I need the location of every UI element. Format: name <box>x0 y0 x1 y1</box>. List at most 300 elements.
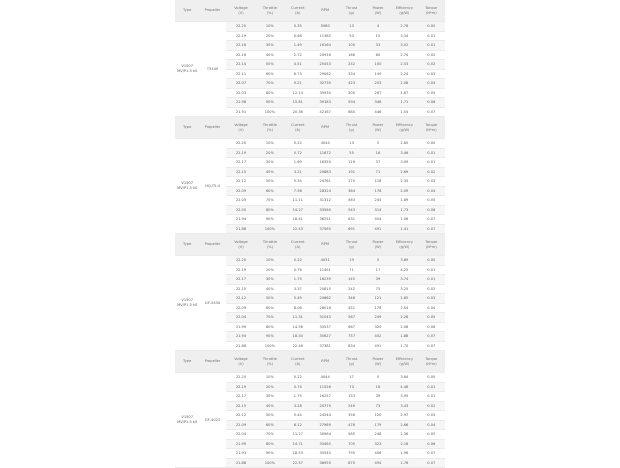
motor-type-cell: V1507 MV/P1.5 kS <box>175 139 199 234</box>
voltage-cell: 22.20 <box>226 22 256 32</box>
power-cell: 39 <box>365 392 391 402</box>
header-current: Current (A) <box>284 234 312 256</box>
power-cell: 121 <box>365 294 391 304</box>
power-cell: 118 <box>365 177 391 187</box>
rpm-cell: 36955 <box>312 458 338 468</box>
spec-sheet <box>175 0 445 468</box>
throttle-cell: 40% <box>256 50 283 60</box>
throttle-cell: 90% <box>256 449 283 459</box>
current-cell: 11.31 <box>284 313 312 323</box>
current-cell: 22.57 <box>284 458 312 468</box>
voltage-cell: 22.15 <box>226 401 256 411</box>
header-thrust: Thrust (g) <box>338 234 364 256</box>
efficiency-cell: 2.18 <box>391 439 417 449</box>
motor-type-cell: V1507 MV/P1.5 kS <box>175 256 199 351</box>
torque-cell: 0.01 <box>418 158 445 168</box>
power-cell: 178 <box>365 303 391 313</box>
thrust-cell: 19 <box>338 256 364 266</box>
efficiency-cell: 2.24 <box>391 69 417 79</box>
power-cell: 39 <box>365 275 391 285</box>
thrust-cell: 116 <box>338 158 364 168</box>
voltage-cell: 22.04 <box>226 313 256 323</box>
header-efficiency: Efficiency (g/W) <box>391 351 417 373</box>
throttle-cell: 50% <box>256 411 283 421</box>
efficiency-cell: 1.89 <box>391 196 417 206</box>
throttle-cell: 60% <box>256 69 283 79</box>
voltage-cell: 22.20 <box>226 256 256 266</box>
throttle-cell: 10% <box>256 256 283 266</box>
throttle-cell: 40% <box>256 401 283 411</box>
voltage-cell: 22.14 <box>226 60 256 70</box>
thrust-cell: 71 <box>338 265 364 275</box>
voltage-cell: 22.19 <box>226 265 256 275</box>
header-current: Current (A) <box>284 117 312 139</box>
torque-cell: 0.07 <box>418 458 445 468</box>
current-cell: 0.35 <box>284 22 312 32</box>
throttle-cell: 80% <box>256 439 283 449</box>
torque-cell: 0.05 <box>418 88 445 98</box>
header-current: Current (A) <box>284 0 312 22</box>
thrust-cell: 834 <box>338 341 364 351</box>
rpm-cell: 11380 <box>312 31 338 41</box>
power-cell: 4 <box>365 22 391 32</box>
thrust-cell: 55 <box>338 148 364 158</box>
torque-cell: 0.05 <box>418 430 445 440</box>
header-type: Type <box>175 351 199 373</box>
throttle-cell: 90% <box>256 332 283 342</box>
header-propeller: Propeller <box>199 351 225 373</box>
power-cell: 494 <box>365 458 391 468</box>
rpm-cell: 11526 <box>312 382 338 392</box>
torque-cell: 0.03 <box>418 294 445 304</box>
voltage-cell: 22.03 <box>226 88 256 98</box>
current-cell: 5.34 <box>284 177 312 187</box>
efficiency-cell: 2.69 <box>391 167 417 177</box>
power-cell: 149 <box>365 69 391 79</box>
header-throttle: Throttle (%) <box>256 351 283 373</box>
rpm-cell: 36251 <box>312 215 338 225</box>
rpm-cell: 35540 <box>312 449 338 459</box>
thrust-cell: 757 <box>338 332 364 342</box>
torque-cell: 0.07 <box>418 341 445 351</box>
efficiency-cell: 2.74 <box>391 50 417 60</box>
thrust-cell: 17 <box>338 373 364 383</box>
torque-cell: 0.01 <box>418 275 445 285</box>
rpm-cell: 4044 <box>312 373 338 383</box>
voltage-cell: 22.20 <box>226 373 256 383</box>
current-cell: 0.76 <box>284 265 312 275</box>
torque-cell: 0.06 <box>418 98 445 108</box>
current-cell: 3.28 <box>284 401 312 411</box>
thrust-cell: 594 <box>338 98 364 108</box>
header-power: Power (W) <box>365 234 391 256</box>
efficiency-cell: 2.54 <box>391 303 417 313</box>
voltage-cell: 22.04 <box>226 430 256 440</box>
rpm-cell: 16164 <box>312 41 338 51</box>
header-type: Type <box>175 117 199 139</box>
power-cell: 17 <box>365 265 391 275</box>
current-cell: 1.69 <box>284 158 312 168</box>
rpm-cell: 11672 <box>312 148 338 158</box>
torque-cell: 0.07 <box>418 449 445 459</box>
thrust-cell: 567 <box>338 313 364 323</box>
voltage-cell: 21.88 <box>226 341 256 351</box>
table-row <box>175 22 445 32</box>
efficiency-cell: 1.96 <box>391 449 417 459</box>
thrust-cell: 680 <box>338 107 364 117</box>
torque-cell: 0.05 <box>418 313 445 323</box>
thrust-cell: 423 <box>338 79 364 89</box>
efficiency-cell: 3.74 <box>391 275 417 285</box>
header-power: Power (W) <box>365 351 391 373</box>
thrust-cell: 191 <box>338 167 364 177</box>
current-cell: 14.27 <box>284 205 312 215</box>
power-cell: 5 <box>365 373 391 383</box>
efficiency-cell: 2.08 <box>391 79 417 89</box>
voltage-cell: 21.88 <box>226 458 256 468</box>
current-cell: 0.68 <box>284 31 312 41</box>
header-type: Type <box>175 0 199 22</box>
current-cell: 3.37 <box>284 284 312 294</box>
header-efficiency: Efficiency (g/W) <box>391 117 417 139</box>
rpm-cell: 35627 <box>312 332 338 342</box>
throttle-cell: 20% <box>256 382 283 392</box>
power-cell: 404 <box>365 215 391 225</box>
power-cell: 402 <box>365 332 391 342</box>
power-cell: 71 <box>365 167 391 177</box>
voltage-cell: 22.17 <box>226 275 256 285</box>
rpm-cell: 16239 <box>312 275 338 285</box>
thrust-cell: 543 <box>338 205 364 215</box>
throttle-cell: 80% <box>256 322 283 332</box>
power-cell: 245 <box>365 196 391 206</box>
torque-cell: 0.01 <box>418 148 445 158</box>
throttle-cell: 60% <box>256 303 283 313</box>
rpm-cell: 20779 <box>312 401 338 411</box>
rpm-cell: 24544 <box>312 411 338 421</box>
torque-cell: 0.00 <box>418 373 445 383</box>
header-current: Current (A) <box>284 351 312 373</box>
current-cell: 15.81 <box>284 98 312 108</box>
rpm-cell: 29062 <box>312 69 338 79</box>
header-propeller: Propeller <box>199 234 225 256</box>
throttle-cell: 70% <box>256 313 283 323</box>
propeller-cell: GF-4023 <box>199 373 225 468</box>
power-cell: 323 <box>365 439 391 449</box>
rpm-cell: 42167 <box>312 107 338 117</box>
power-cell: 446 <box>365 107 391 117</box>
thrust-cell: 358 <box>338 411 364 421</box>
efficiency-cell: 3.25 <box>391 284 417 294</box>
throttle-cell: 100% <box>256 224 283 234</box>
current-cell: 11.27 <box>284 430 312 440</box>
efficiency-cell: 2.78 <box>391 22 417 32</box>
power-cell: 37 <box>365 158 391 168</box>
throttle-cell: 100% <box>256 458 283 468</box>
header-rpm: RPM <box>312 234 338 256</box>
power-cell: 5 <box>365 256 391 266</box>
header-thrust: Thrust (g) <box>338 117 364 139</box>
thrust-cell: 249 <box>338 401 364 411</box>
rpm-cell: 28324 <box>312 186 338 196</box>
motor-type-cell: V1507 MV/P1.5 kS <box>175 22 199 117</box>
power-cell: 320 <box>365 322 391 332</box>
efficiency-cell: 1.70 <box>391 341 417 351</box>
header-voltage: Voltage (V) <box>226 0 256 22</box>
rpm-cell: 27989 <box>312 420 338 430</box>
current-cell: 0.22 <box>284 373 312 383</box>
efficiency-cell: 2.35 <box>391 177 417 187</box>
efficiency-cell: 4.25 <box>391 265 417 275</box>
torque-cell: 0.04 <box>418 186 445 196</box>
rpm-cell: 31043 <box>312 313 338 323</box>
throttle-cell: 60% <box>256 420 283 430</box>
rpm-cell: 24662 <box>312 294 338 304</box>
throttle-cell: 50% <box>256 177 283 187</box>
throttle-cell: 100% <box>256 107 283 117</box>
current-cell: 0.74 <box>284 382 312 392</box>
voltage-cell: 21.98 <box>226 98 256 108</box>
current-cell: 22.43 <box>284 224 312 234</box>
thrust-cell: 166 <box>338 50 364 60</box>
torque-cell: 0.04 <box>418 420 445 430</box>
efficiency-cell: 4.48 <box>391 382 417 392</box>
current-cell: 0.22 <box>284 139 312 149</box>
efficiency-cell: 1.76 <box>391 458 417 468</box>
thrust-cell: 153 <box>338 392 364 402</box>
torque-cell: 0.01 <box>418 31 445 41</box>
header-voltage: Voltage (V) <box>226 117 256 139</box>
power-cell: 406 <box>365 449 391 459</box>
efficiency-cell: 3.46 <box>391 148 417 158</box>
power-cell: 5 <box>365 139 391 149</box>
header-efficiency: Efficiency (g/W) <box>391 0 417 22</box>
rpm-cell: 16257 <box>312 392 338 402</box>
efficiency-cell: 3.09 <box>391 158 417 168</box>
efficiency-cell: 2.66 <box>391 420 417 430</box>
current-cell: 18.53 <box>284 449 312 459</box>
header-throttle: Throttle (%) <box>256 0 283 22</box>
rpm-cell: 33560 <box>312 205 338 215</box>
torque-cell: 0.07 <box>418 107 445 117</box>
table-row <box>175 373 445 383</box>
throttle-cell: 90% <box>256 98 283 108</box>
current-cell: 11.11 <box>284 196 312 206</box>
current-cell: 0.72 <box>284 148 312 158</box>
power-cell: 248 <box>365 430 391 440</box>
torque-cell: 0.07 <box>418 332 445 342</box>
rpm-cell: 35930 <box>312 88 338 98</box>
thrust-cell: 50 <box>338 31 364 41</box>
table-header-row <box>175 234 445 256</box>
thrust-cell: 334 <box>338 69 364 79</box>
power-cell: 203 <box>365 79 391 89</box>
header-torque: Torque (N*m) <box>418 117 445 139</box>
current-cell: 6.73 <box>284 69 312 79</box>
thrust-cell: 667 <box>338 322 364 332</box>
throttle-cell: 50% <box>256 294 283 304</box>
torque-cell: 0.01 <box>418 392 445 402</box>
voltage-cell: 22.09 <box>226 420 256 430</box>
voltage-cell: 21.88 <box>226 224 256 234</box>
throttle-cell: 10% <box>256 373 283 383</box>
header-type: Type <box>175 234 199 256</box>
thrust-cell: 500 <box>338 88 364 98</box>
current-cell: 20.36 <box>284 107 312 117</box>
current-cell: 0.22 <box>284 256 312 266</box>
torque-cell: 0.02 <box>418 60 445 70</box>
rpm-cell: 16350 <box>312 158 338 168</box>
thrust-cell: 451 <box>338 303 364 313</box>
throttle-cell: 50% <box>256 60 283 70</box>
torque-cell: 0.04 <box>418 303 445 313</box>
torque-cell: 0.02 <box>418 50 445 60</box>
thrust-cell: 13 <box>338 22 364 32</box>
power-cell: 15 <box>365 31 391 41</box>
thrust-cell: 145 <box>338 275 364 285</box>
rpm-cell: 11491 <box>312 265 338 275</box>
voltage-cell: 22.17 <box>226 392 256 402</box>
table-header-row <box>175 0 445 22</box>
torque-cell: 0.04 <box>418 79 445 89</box>
propeller-cell: GF-5430 <box>199 256 225 351</box>
current-cell: 14.71 <box>284 439 312 449</box>
voltage-cell: 22.07 <box>226 79 256 89</box>
torque-cell: 0.02 <box>418 401 445 411</box>
voltage-cell: 22.18 <box>226 41 256 51</box>
throttle-cell: 40% <box>256 167 283 177</box>
throttle-cell: 30% <box>256 158 283 168</box>
power-cell: 179 <box>365 420 391 430</box>
thrust-cell: 705 <box>338 439 364 449</box>
efficiency-cell: 3.43 <box>391 401 417 411</box>
torque-cell: 0.00 <box>418 256 445 266</box>
thrust-cell: 795 <box>338 449 364 459</box>
rpm-cell: 5980 <box>312 22 338 32</box>
current-cell: 12.14 <box>284 88 312 98</box>
voltage-cell: 22.15 <box>226 167 256 177</box>
voltage-cell: 22.15 <box>226 284 256 294</box>
thrust-cell: 346 <box>338 294 364 304</box>
power-cell: 16 <box>365 382 391 392</box>
thrust-cell: 270 <box>338 177 364 187</box>
torque-cell: 0.01 <box>418 41 445 51</box>
voltage-cell: 21.94 <box>226 215 256 225</box>
throttle-cell: 20% <box>256 265 283 275</box>
thrust-cell: 585 <box>338 430 364 440</box>
rpm-cell: 32739 <box>312 79 338 89</box>
current-cell: 8.06 <box>284 303 312 313</box>
throttle-cell: 80% <box>256 205 283 215</box>
header-propeller: Propeller <box>199 0 225 22</box>
efficiency-cell: 1.88 <box>391 332 417 342</box>
thrust-cell: 870 <box>338 458 364 468</box>
current-cell: 8.12 <box>284 420 312 430</box>
efficiency-cell: 2.09 <box>391 186 417 196</box>
header-voltage: Voltage (V) <box>226 234 256 256</box>
torque-cell: 0.01 <box>418 265 445 275</box>
throttle-cell: 80% <box>256 88 283 98</box>
propeller-cell: T3140 <box>199 22 225 117</box>
torque-cell: 0.06 <box>418 439 445 449</box>
efficiency-cell: 2.53 <box>391 60 417 70</box>
table-header-row <box>175 351 445 373</box>
voltage-cell: 22.12 <box>226 411 256 421</box>
thrust-cell: 73 <box>338 382 364 392</box>
thrust-cell: 631 <box>338 215 364 225</box>
rpm-cell: 20883 <box>312 167 338 177</box>
torque-cell: 0.02 <box>418 284 445 294</box>
efficiency-cell: 1.71 <box>391 98 417 108</box>
current-cell: 3.21 <box>284 167 312 177</box>
current-cell: 18.34 <box>284 332 312 342</box>
throttle-cell: 30% <box>256 392 283 402</box>
thrust-cell: 463 <box>338 196 364 206</box>
rpm-cell: 37565 <box>312 224 338 234</box>
efficiency-cell: 1.56 <box>391 215 417 225</box>
efficiency-cell: 3.02 <box>391 41 417 51</box>
current-cell: 18.41 <box>284 215 312 225</box>
efficiency-cell: 3.89 <box>391 256 417 266</box>
efficiency-cell: 3.34 <box>391 31 417 41</box>
voltage-cell: 22.16 <box>226 50 256 60</box>
rpm-cell: 20916 <box>312 50 338 60</box>
voltage-cell: 22.11 <box>226 69 256 79</box>
header-thrust: Thrust (g) <box>338 0 364 22</box>
header-throttle: Throttle (%) <box>256 234 283 256</box>
throttle-cell: 10% <box>256 139 283 149</box>
header-power: Power (W) <box>365 0 391 22</box>
power-cell: 75 <box>365 284 391 294</box>
throttle-cell: 20% <box>256 148 283 158</box>
header-torque: Torque (N*m) <box>418 0 445 22</box>
efficiency-cell: 3.95 <box>391 392 417 402</box>
header-rpm: RPM <box>312 351 338 373</box>
torque-cell: 0.02 <box>418 167 445 177</box>
torque-cell: 0.00 <box>418 139 445 149</box>
rpm-cell: 33537 <box>312 322 338 332</box>
header-propeller: Propeller <box>199 117 225 139</box>
power-cell: 314 <box>365 205 391 215</box>
voltage-cell: 22.17 <box>226 158 256 168</box>
torque-cell: 0.07 <box>418 215 445 225</box>
thrust-cell: 476 <box>338 420 364 430</box>
power-cell: 73 <box>365 401 391 411</box>
current-cell: 2.72 <box>284 50 312 60</box>
power-cell: 491 <box>365 224 391 234</box>
throttle-cell: 90% <box>256 215 283 225</box>
thrust-cell: 100 <box>338 41 364 51</box>
torque-cell: 0.03 <box>418 411 445 421</box>
thrust-cell: 242 <box>338 284 364 294</box>
header-efficiency: Efficiency (g/W) <box>391 234 417 256</box>
torque-cell: 0.06 <box>418 205 445 215</box>
power-cell: 249 <box>365 313 391 323</box>
rpm-cell: 37381 <box>312 341 338 351</box>
torque-cell: 0.03 <box>418 177 445 187</box>
power-cell: 60 <box>365 50 391 60</box>
current-cell: 1.75 <box>284 275 312 285</box>
rpm-cell: 4044 <box>312 139 338 149</box>
power-cell: 176 <box>365 186 391 196</box>
thrust-cell: 691 <box>338 224 364 234</box>
torque-cell: 0.01 <box>418 382 445 392</box>
rpm-cell: 4031 <box>312 256 338 266</box>
efficiency-cell: 2.36 <box>391 430 417 440</box>
throttle-cell: 20% <box>256 31 283 41</box>
efficiency-cell: 2.97 <box>391 411 417 421</box>
torque-cell: 0.00 <box>418 22 445 32</box>
